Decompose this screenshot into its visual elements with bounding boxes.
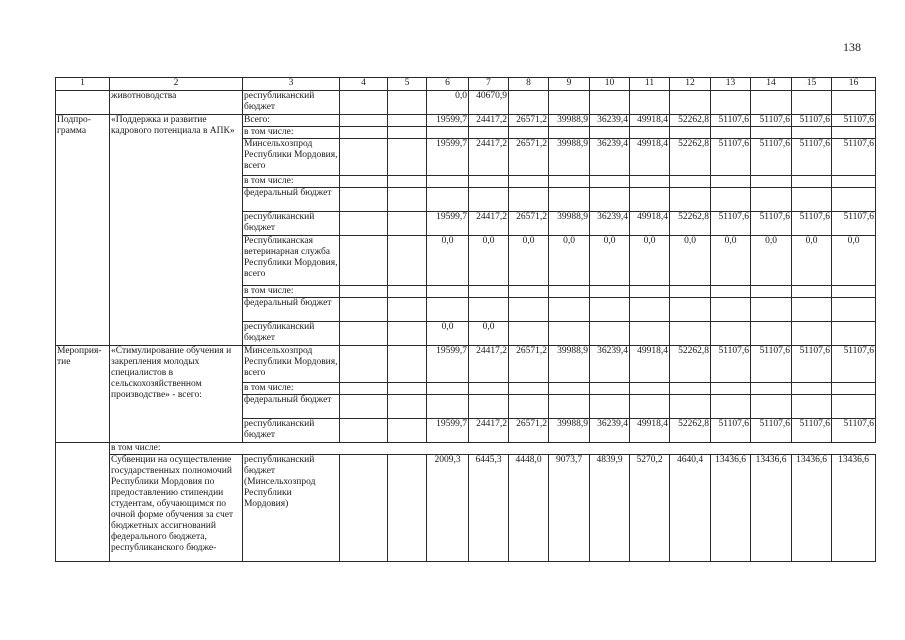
cell-value: 26571,2	[509, 419, 549, 443]
table-cell	[590, 176, 630, 188]
table-cell	[469, 127, 509, 139]
cell-value: 0,0	[427, 236, 469, 286]
cell-value: 51107,6	[751, 419, 792, 443]
table-cell	[711, 91, 751, 115]
cell-value: 49918,4	[630, 115, 670, 127]
table-cell	[340, 188, 388, 212]
cell-source: Республиканская ветеринарная служба Республики Мордовия, всего	[243, 236, 340, 286]
table-cell	[340, 115, 388, 127]
cell-value: 4448,0	[509, 455, 549, 562]
cell-value: 39988,9	[549, 139, 590, 176]
cell-source: республиканский бюджет	[243, 419, 340, 443]
table-cell	[469, 383, 509, 395]
table-cell	[509, 127, 549, 139]
table-cell	[427, 286, 469, 298]
table-cell	[711, 395, 751, 419]
cell-value: 51107,6	[751, 212, 792, 236]
table-cell	[670, 322, 711, 346]
table-cell	[711, 286, 751, 298]
cell-source: в том числе:	[243, 127, 340, 139]
table-cell	[427, 298, 469, 322]
cell-value: 0,0	[469, 236, 509, 286]
cell-program-name: животноводства	[110, 91, 243, 115]
table-cell	[469, 298, 509, 322]
table-cell	[549, 188, 590, 212]
cell-value: 49918,4	[630, 419, 670, 443]
cell-value: 51107,6	[832, 212, 876, 236]
table-cell	[832, 395, 876, 419]
cell-activity-label: Мероприя-тие	[56, 346, 110, 443]
cell-source: федеральный бюджет	[243, 298, 340, 322]
cell-value: 51107,6	[751, 115, 792, 127]
table-cell	[388, 383, 427, 395]
header-cell: 7	[469, 78, 509, 91]
table-cell	[590, 298, 630, 322]
cell-source: Всего:	[243, 115, 340, 127]
table-cell	[711, 383, 751, 395]
cell-value: 51107,6	[711, 139, 751, 176]
table-cell	[792, 286, 832, 298]
table-cell	[630, 286, 670, 298]
table-cell	[509, 286, 549, 298]
cell-value: 51107,6	[832, 419, 876, 443]
table-cell	[670, 188, 711, 212]
cell-value: 49918,4	[630, 139, 670, 176]
budget-table	[55, 77, 876, 562]
cell-value: 0,0	[670, 236, 711, 286]
cell-value: 19599,7	[427, 419, 469, 443]
cell-value: 51107,6	[832, 115, 876, 127]
cell-value: 40670,9	[469, 91, 509, 115]
table-cell	[792, 322, 832, 346]
table-cell	[388, 139, 427, 176]
table-cell	[751, 91, 792, 115]
table-cell	[388, 115, 427, 127]
table-cell	[340, 322, 388, 346]
cell-source: республиканский бюджет	[243, 212, 340, 236]
table-cell	[630, 298, 670, 322]
cell-value: 0,0	[832, 236, 876, 286]
table-cell	[792, 91, 832, 115]
table-cell	[509, 383, 549, 395]
cell-value: 52262,8	[670, 115, 711, 127]
table-cell	[832, 188, 876, 212]
table-cell	[427, 176, 469, 188]
cell-value: 26571,2	[509, 139, 549, 176]
table-cell	[630, 176, 670, 188]
table-cell	[832, 322, 876, 346]
cell-source: в том числе:	[243, 176, 340, 188]
table-cell	[469, 286, 509, 298]
header-cell: 6	[427, 78, 469, 91]
header-cell: 3	[243, 78, 340, 91]
table-cell	[427, 188, 469, 212]
cell-value: 19599,7	[427, 346, 469, 383]
table-cell	[670, 383, 711, 395]
table-cell	[832, 383, 876, 395]
header-cell: 13	[711, 78, 751, 91]
cell-value: 24417,2	[469, 346, 509, 383]
header-cell: 12	[670, 78, 711, 91]
cell-value: 13436,6	[751, 455, 792, 562]
cell-value: 0,0	[630, 236, 670, 286]
table-cell	[388, 419, 427, 443]
table-cell	[340, 127, 388, 139]
cell-value: 52262,8	[670, 419, 711, 443]
header-row	[56, 78, 876, 91]
table-cell	[549, 91, 590, 115]
table-cell	[509, 322, 549, 346]
header-cell: 5	[388, 78, 427, 91]
table-cell	[792, 188, 832, 212]
table-cell	[469, 176, 509, 188]
table-cell	[388, 176, 427, 188]
cell-value: 2009,3	[427, 455, 469, 562]
cell-source: республиканский бюджет	[243, 322, 340, 346]
cell-value: 24417,2	[469, 139, 509, 176]
table-cell	[509, 91, 549, 115]
header-cell: 11	[630, 78, 670, 91]
table-cell	[549, 176, 590, 188]
table-cell	[751, 188, 792, 212]
table-cell	[832, 127, 876, 139]
cell-value: 13436,6	[792, 455, 832, 562]
cell-value: 39988,9	[549, 346, 590, 383]
cell-source: федеральный бюджет	[243, 188, 340, 212]
table-row	[56, 91, 876, 115]
table-cell	[630, 395, 670, 419]
table-cell	[670, 286, 711, 298]
table-cell	[549, 286, 590, 298]
table-cell	[388, 395, 427, 419]
table-cell	[388, 286, 427, 298]
table-cell	[509, 395, 549, 419]
cell-value: 5270,2	[630, 455, 670, 562]
cell-source: Минсельхозпрод Республики Мордовия, всего	[243, 346, 340, 383]
cell-value: 49918,4	[630, 212, 670, 236]
table-row	[56, 346, 876, 383]
table-cell	[590, 188, 630, 212]
cell-subvention-name: Субвенции на осуществление государственных полномочий Республики Мордовия по предоставлению стипендии студентам, обучающимся по очной форме обучения за счет бюджетных ассигнований федерального бюджета, республиканского бюдже-	[110, 455, 243, 562]
cell-value: 51107,6	[792, 212, 832, 236]
cell-value: 26571,2	[509, 212, 549, 236]
cell-activity-name: «Стимулирование обучения и закрепления молодых специалистов в сельскохозяйственном производстве» - всего:	[110, 346, 243, 443]
table-cell	[340, 176, 388, 188]
table-cell	[549, 395, 590, 419]
table-cell	[630, 322, 670, 346]
cell-value: 52262,8	[670, 212, 711, 236]
table-cell	[388, 188, 427, 212]
table-cell	[509, 176, 549, 188]
table-cell	[340, 419, 388, 443]
cell-value: 36239,4	[590, 419, 630, 443]
table-cell	[549, 322, 590, 346]
table-cell	[388, 346, 427, 383]
cell-value: 0,0	[509, 236, 549, 286]
header-cell: 4	[340, 78, 388, 91]
cell-subtotal-label: в том числе:	[110, 443, 876, 455]
cell-source: Минсельхозпрод Республики Мордовия, всего	[243, 139, 340, 176]
table-cell	[509, 298, 549, 322]
table-cell	[832, 286, 876, 298]
cell-value: 0,0	[427, 322, 469, 346]
table-cell	[751, 383, 792, 395]
cell-value: 51107,6	[711, 346, 751, 383]
table-cell	[427, 383, 469, 395]
table-cell	[340, 455, 388, 562]
table-cell	[388, 212, 427, 236]
table-cell	[751, 395, 792, 419]
header-cell: 16	[832, 78, 876, 91]
table-cell	[340, 346, 388, 383]
header-cell: 1	[56, 78, 110, 91]
cell-value: 19599,7	[427, 115, 469, 127]
cell-value: 0,0	[751, 236, 792, 286]
table-cell	[340, 298, 388, 322]
cell-value: 19599,7	[427, 139, 469, 176]
cell-value: 51107,6	[792, 115, 832, 127]
cell-source: в том числе:	[243, 286, 340, 298]
header-cell: 2	[110, 78, 243, 91]
table-cell	[630, 127, 670, 139]
cell-value: 51107,6	[792, 139, 832, 176]
table-cell	[388, 455, 427, 562]
table-cell	[469, 395, 509, 419]
table-cell	[792, 383, 832, 395]
table-cell	[751, 322, 792, 346]
cell-value: 26571,2	[509, 115, 549, 127]
table-cell	[388, 127, 427, 139]
cell-value: 0,0	[549, 236, 590, 286]
table-cell	[388, 298, 427, 322]
table-cell	[388, 236, 427, 286]
cell-value: 39988,9	[549, 212, 590, 236]
table-cell	[751, 176, 792, 188]
table-row	[56, 455, 876, 562]
cell-value: 26571,2	[509, 346, 549, 383]
header-cell: 8	[509, 78, 549, 91]
table-cell	[792, 127, 832, 139]
cell-value: 51107,6	[832, 346, 876, 383]
table-cell	[751, 286, 792, 298]
table-cell	[792, 298, 832, 322]
table-cell	[751, 298, 792, 322]
cell-value: 39988,9	[549, 419, 590, 443]
table-cell	[549, 298, 590, 322]
table-cell	[549, 127, 590, 139]
cell-value: 0,0	[711, 236, 751, 286]
table-cell	[590, 395, 630, 419]
header-cell: 15	[792, 78, 832, 91]
table-cell	[832, 298, 876, 322]
table-cell	[56, 91, 110, 115]
table-cell	[469, 188, 509, 212]
cell-value: 49918,4	[630, 346, 670, 383]
cell-value: 6445,3	[469, 455, 509, 562]
table-cell	[549, 383, 590, 395]
table-cell	[670, 395, 711, 419]
page-number: 138	[843, 40, 861, 54]
table-cell	[670, 298, 711, 322]
cell-value: 51107,6	[751, 346, 792, 383]
table-cell	[670, 176, 711, 188]
cell-value: 52262,8	[670, 139, 711, 176]
table-cell	[340, 91, 388, 115]
table-cell	[711, 176, 751, 188]
cell-value: 51107,6	[711, 419, 751, 443]
cell-value: 0,0	[792, 236, 832, 286]
table-cell	[832, 176, 876, 188]
table-cell	[711, 322, 751, 346]
header-cell: 10	[590, 78, 630, 91]
table-cell	[56, 455, 110, 562]
cell-value: 51107,6	[792, 419, 832, 443]
cell-value: 0,0	[427, 91, 469, 115]
cell-source: республиканский бюджет (Минсельхозпрод Республики Мордовия)	[243, 455, 340, 562]
cell-value: 0,0	[590, 236, 630, 286]
cell-value: 51107,6	[792, 346, 832, 383]
table-cell	[792, 176, 832, 188]
table-cell	[711, 188, 751, 212]
table-cell	[590, 383, 630, 395]
table-cell	[630, 383, 670, 395]
header-cell: 14	[751, 78, 792, 91]
cell-value: 4640,4	[670, 455, 711, 562]
cell-value: 52262,8	[670, 346, 711, 383]
table-cell	[590, 127, 630, 139]
table-cell	[427, 127, 469, 139]
cell-value: 24417,2	[469, 115, 509, 127]
table-cell	[509, 188, 549, 212]
table-cell	[670, 91, 711, 115]
table-cell	[340, 139, 388, 176]
header-cell: 9	[549, 78, 590, 91]
table-cell	[670, 127, 711, 139]
table-cell	[340, 236, 388, 286]
cell-value: 19599,7	[427, 212, 469, 236]
cell-value: 51107,6	[711, 212, 751, 236]
table-cell	[590, 286, 630, 298]
table-cell	[711, 298, 751, 322]
cell-subprogram-name: «Поддержка и развитие кадрового потенциала в АПК»	[110, 115, 243, 346]
cell-value: 39988,9	[549, 115, 590, 127]
cell-subprogram-label: Подпро-грамма	[56, 115, 110, 346]
table-cell	[340, 286, 388, 298]
cell-source: республиканский бюджет	[243, 91, 340, 115]
cell-value: 51107,6	[832, 139, 876, 176]
table-cell	[590, 322, 630, 346]
table-cell	[630, 188, 670, 212]
cell-value: 13436,6	[711, 455, 751, 562]
table-cell	[340, 212, 388, 236]
table-cell	[388, 322, 427, 346]
table-row	[56, 115, 876, 127]
cell-source: федеральный бюджет	[243, 395, 340, 419]
cell-value: 4839,9	[590, 455, 630, 562]
cell-value: 9073,7	[549, 455, 590, 562]
table-cell	[630, 91, 670, 115]
cell-value: 36239,4	[590, 139, 630, 176]
table-cell	[751, 127, 792, 139]
table-cell	[711, 127, 751, 139]
table-cell	[340, 383, 388, 395]
table-cell	[56, 443, 110, 455]
cell-value: 51107,6	[711, 115, 751, 127]
cell-value: 24417,2	[469, 419, 509, 443]
table-cell	[792, 395, 832, 419]
cell-value: 36239,4	[590, 212, 630, 236]
table-cell	[590, 91, 630, 115]
cell-value: 0,0	[469, 322, 509, 346]
table-cell	[388, 91, 427, 115]
table-row	[56, 443, 876, 455]
cell-value: 36239,4	[590, 346, 630, 383]
cell-value: 24417,2	[469, 212, 509, 236]
cell-value: 36239,4	[590, 115, 630, 127]
cell-source: в том числе:	[243, 383, 340, 395]
table-cell	[340, 395, 388, 419]
table-cell	[832, 91, 876, 115]
table-cell	[427, 395, 469, 419]
cell-value: 51107,6	[751, 139, 792, 176]
cell-value: 13436,6	[832, 455, 876, 562]
